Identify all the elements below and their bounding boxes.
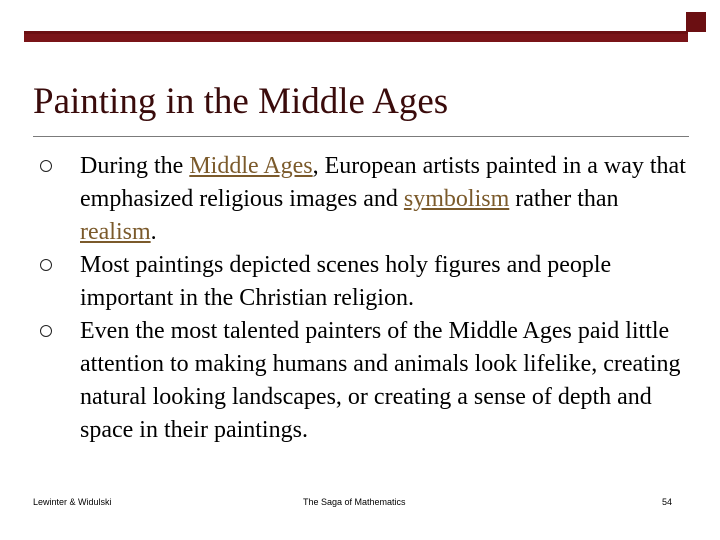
- title-divider: [33, 136, 689, 137]
- bullet-item-2: [40, 249, 692, 315]
- hollow-circle-bullet-icon: [40, 259, 52, 271]
- bullet-text-2: Most paintings depicted scenes holy figures and people important in the Christian religion.: [80, 252, 612, 311]
- bullet-item-3: [40, 315, 692, 447]
- hollow-circle-bullet-icon: [40, 325, 52, 337]
- bullet-text-1: [80, 150, 690, 249]
- bullet-1-text-part: , European artists painted in a way that emphasized religious images and: [80, 153, 686, 212]
- top-decoration-thick-bar: [24, 34, 688, 42]
- footer-authors: Lewinter & Widulski: [33, 497, 112, 507]
- realism-link[interactable]: realism: [80, 219, 151, 245]
- hollow-circle-bullet-icon: [40, 160, 52, 172]
- bullet-item-1: [40, 150, 692, 249]
- bullet-text-3: Even the most talented painters of the Middle Ages paid little attention to making humans and animals look lifelike, creating natural looking landscapes, or creating a sense of depth and space in their paintings.: [80, 318, 681, 443]
- bullet-1-text-part: rather than: [509, 186, 619, 212]
- bullet-1-text-part: During the: [80, 153, 190, 179]
- middle-ages-link[interactable]: Middle Ages: [189, 153, 313, 179]
- top-decoration-square: [686, 12, 706, 32]
- slide-title: Painting in the Middle Ages: [33, 81, 449, 122]
- bullet-list: [40, 150, 692, 447]
- bullet-1-text-part: .: [150, 219, 157, 245]
- footer-page-number: 54: [662, 497, 673, 507]
- symbolism-link[interactable]: symbolism: [403, 186, 510, 212]
- footer-book-title: The Saga of Mathematics: [303, 497, 406, 507]
